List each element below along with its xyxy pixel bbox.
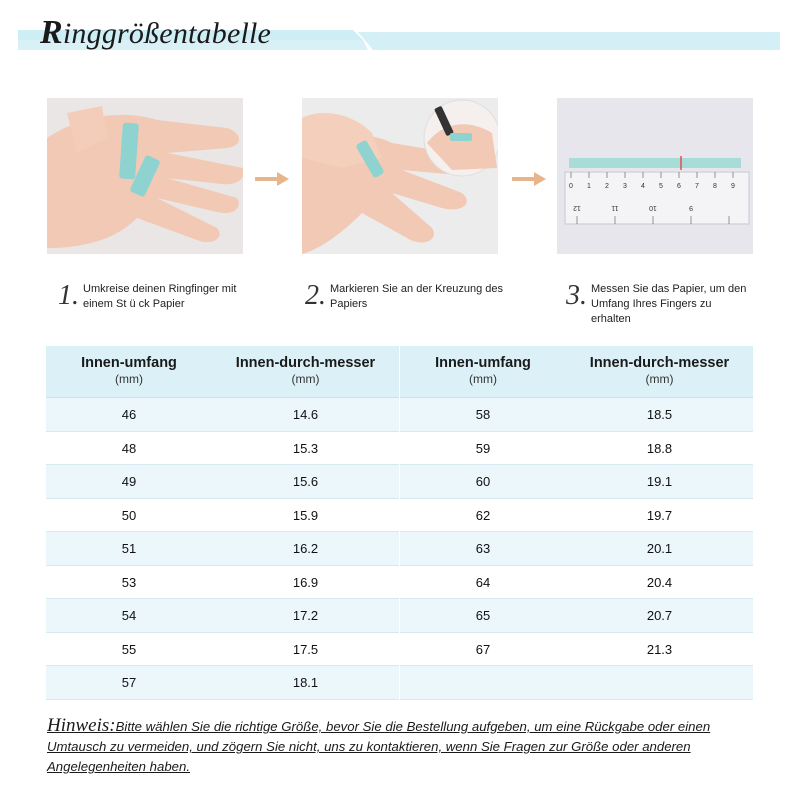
ruler-measurement-image [557, 98, 753, 254]
step-2 [305, 280, 510, 312]
table-row: 49 15.6 [46, 465, 399, 499]
note-body: Bitte wählen Sie die richtige Größe, bevor Sie die Bestellung aufgeben, um eine Rückgabe oder einen Umtausch zu vermeiden, und zögern Sie nicht, uns zu kontaktieren, wenn Sie Fragen zur Größe oder anderen Angelegenheiten haben. [47, 719, 711, 774]
ruler-number: 0 [569, 183, 573, 190]
table-right-half [400, 346, 753, 700]
table-row [400, 666, 753, 700]
table-row: 59 18.8 [400, 432, 753, 466]
ruler-number: 6 [677, 183, 681, 190]
ruler-number: 4 [641, 183, 645, 190]
table-row: 64 20.4 [400, 566, 753, 600]
ruler-number: 12 [573, 204, 581, 211]
ruler-number: 2 [605, 183, 609, 190]
header-circumference: Innen-umfang (mm) [435, 355, 531, 386]
ruler-number: 3 [623, 183, 627, 190]
table-row: 55 17.5 [46, 633, 399, 667]
header-circumference: Innen-umfang (mm) [81, 355, 177, 386]
table-row: 46 14.6 [46, 398, 399, 432]
page-title: Ringgrößentabelle [40, 14, 272, 51]
ruler-number: 7 [695, 183, 699, 190]
table-row: 53 16.9 [46, 566, 399, 600]
step-number: 2. [305, 280, 326, 311]
table-row: 67 21.3 [400, 633, 753, 667]
arrow-right-icon [512, 172, 546, 186]
step-3 [566, 280, 751, 327]
table-row: 48 15.3 [46, 432, 399, 466]
arrow-right-icon [255, 172, 289, 186]
table-row: 60 19.1 [400, 465, 753, 499]
table-left-half [46, 346, 399, 700]
note-label: Hinweis: [47, 715, 116, 736]
ruler-number: 10 [649, 204, 657, 211]
ruler-number: 5 [659, 183, 663, 190]
table-row: 51 16.2 [46, 532, 399, 566]
step-text: Umkreise deinen Ringfinger mit einem St ü ck Papier [83, 283, 237, 310]
table-row: 65 20.7 [400, 599, 753, 633]
step-number: 3. [566, 280, 587, 311]
header-diameter: Innen-durch-messer (mm) [235, 355, 376, 386]
header-diameter: Innen-durch-messer (mm) [589, 355, 730, 386]
ruler-number: 9 [689, 204, 693, 211]
ruler-number: 9 [731, 183, 735, 190]
ruler-number: 1 [587, 183, 591, 190]
table-header [46, 346, 399, 398]
ruler-number: 8 [713, 183, 717, 190]
table-row: 63 20.1 [400, 532, 753, 566]
table-row: 58 18.5 [400, 398, 753, 432]
table-row: 54 17.2 [46, 599, 399, 633]
table-header [400, 346, 753, 398]
step-text: Markieren Sie an der Kreuzung des Papiers [330, 283, 504, 310]
table-row: 62 19.7 [400, 499, 753, 533]
ring-size-table [46, 346, 753, 701]
step-1 [58, 280, 263, 312]
hand-wrapped-paper-image [47, 98, 243, 254]
table-row: 50 15.9 [46, 499, 399, 533]
note-text [47, 716, 757, 777]
step-text: Messen Sie das Papier, um den Umfang Ihres Fingers zu erhalten [591, 283, 747, 325]
hand-marking-paper-image [302, 98, 498, 254]
table-row: 57 18.1 [46, 666, 399, 700]
ruler-number: 11 [611, 204, 619, 211]
step-number: 1. [58, 280, 79, 311]
